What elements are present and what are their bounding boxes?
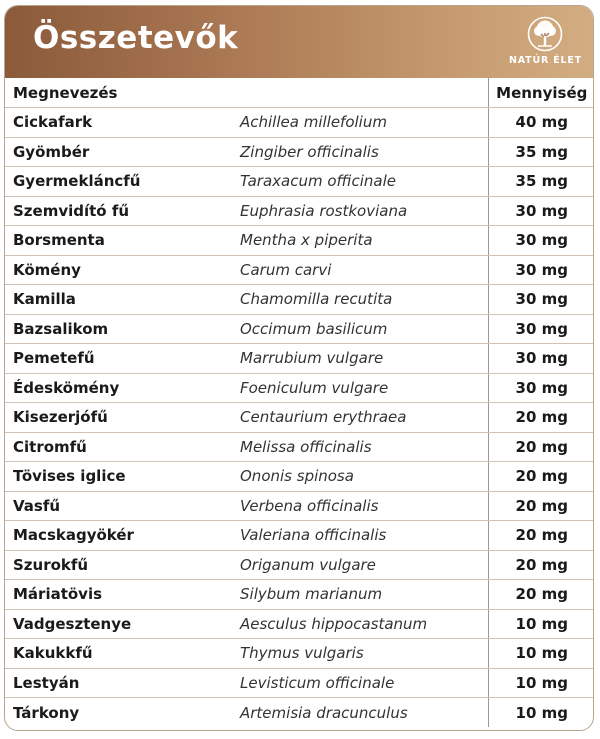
table-row bbox=[5, 196, 594, 226]
brand-name: NATÚR ÉLET bbox=[509, 55, 582, 66]
table-row bbox=[5, 698, 594, 728]
ingredient-amount: 35 mg bbox=[488, 167, 594, 197]
table-row bbox=[5, 373, 594, 403]
table-row bbox=[5, 639, 594, 669]
ingredient-name: Kisezerjófű bbox=[5, 403, 240, 433]
ingredient-amount: 20 mg bbox=[488, 580, 594, 610]
ingredient-amount: 10 mg bbox=[488, 639, 594, 669]
ingredient-amount: 10 mg bbox=[488, 609, 594, 639]
table-row bbox=[5, 432, 594, 462]
table-row bbox=[5, 226, 594, 256]
table-row bbox=[5, 521, 594, 551]
table-row bbox=[5, 255, 594, 285]
ingredient-name: Szemvidító fű bbox=[5, 196, 240, 226]
ingredient-latin-name: Euphrasia rostkoviana bbox=[240, 196, 488, 226]
ingredient-amount: 20 mg bbox=[488, 462, 594, 492]
ingredient-name: Kakukkfű bbox=[5, 639, 240, 669]
ingredient-name: Pemetefű bbox=[5, 344, 240, 374]
ingredient-name: Macskagyökér bbox=[5, 521, 240, 551]
ingredient-latin-name: Valeriana officinalis bbox=[240, 521, 488, 551]
tree-icon bbox=[526, 16, 564, 52]
table-row bbox=[5, 580, 594, 610]
table-row bbox=[5, 314, 594, 344]
ingredient-latin-name: Artemisia dracunculus bbox=[240, 703, 408, 722]
ingredient-name: Lestyán bbox=[5, 668, 240, 698]
ingredient-name: Máriatövis bbox=[5, 580, 240, 610]
ingredient-amount: 10 mg bbox=[488, 698, 594, 728]
brand-logo bbox=[509, 16, 581, 74]
ingredient-amount: 30 mg bbox=[488, 373, 594, 403]
ingredient-amount: 20 mg bbox=[488, 403, 594, 433]
ingredient-latin-name: Silybum marianum bbox=[240, 580, 488, 610]
table-row bbox=[5, 344, 594, 374]
ingredient-name: Cickafark bbox=[5, 108, 240, 138]
ingredient-latin-name: Thymus vulgaris bbox=[240, 639, 488, 669]
table-row bbox=[5, 668, 594, 698]
ingredient-amount: 35 mg bbox=[488, 137, 594, 167]
ingredient-name: Szurokfű bbox=[5, 550, 240, 580]
table-row bbox=[5, 491, 594, 521]
table-row bbox=[5, 285, 594, 315]
ingredient-latin-name: Melissa officinalis bbox=[240, 432, 488, 462]
ingredient-name: Vadgesztenye bbox=[5, 609, 240, 639]
table-row bbox=[5, 167, 594, 197]
column-header-latin bbox=[240, 78, 488, 108]
ingredient-amount: 20 mg bbox=[488, 550, 594, 580]
ingredient-latin-name: Foeniculum vulgare bbox=[240, 373, 488, 403]
ingredient-name: Tárkony bbox=[13, 703, 80, 722]
ingredient-amount: 20 mg bbox=[488, 432, 594, 462]
ingredient-amount: 20 mg bbox=[488, 491, 594, 521]
table-row bbox=[5, 108, 594, 138]
table-row bbox=[5, 403, 594, 433]
ingredient-name: Bazsalikom bbox=[5, 314, 240, 344]
ingredient-name: Gyömbér bbox=[5, 137, 240, 167]
header-bar bbox=[5, 6, 593, 78]
ingredient-name: Vasfű bbox=[5, 491, 240, 521]
table-row bbox=[5, 137, 594, 167]
ingredient-name: Kamilla bbox=[5, 285, 240, 315]
ingredient-latin-name: Marrubium vulgare bbox=[240, 344, 488, 374]
ingredient-amount: 30 mg bbox=[488, 285, 594, 315]
ingredient-latin-name: Carum carvi bbox=[240, 255, 488, 285]
table-row bbox=[5, 609, 594, 639]
ingredient-latin-name: Achillea millefolium bbox=[240, 108, 488, 138]
ingredient-amount: 10 mg bbox=[488, 668, 594, 698]
ingredient-name: Tövises iglice bbox=[5, 462, 240, 492]
ingredient-latin-name: Aesculus hippocastanum bbox=[240, 609, 488, 639]
ingredient-amount: 20 mg bbox=[488, 521, 594, 551]
ingredient-latin-name: Levisticum officinale bbox=[240, 668, 488, 698]
table-row bbox=[5, 550, 594, 580]
ingredient-latin-name: Chamomilla recutita bbox=[240, 285, 488, 315]
ingredient-amount: 30 mg bbox=[488, 314, 594, 344]
column-header-amount: Mennyiség bbox=[488, 78, 594, 108]
ingredient-latin-name: Ononis spinosa bbox=[240, 462, 488, 492]
ingredient-name: Édeskömény bbox=[5, 373, 240, 403]
ingredient-latin-name: Origanum vulgare bbox=[240, 550, 488, 580]
ingredient-name: Citromfű bbox=[5, 432, 240, 462]
ingredient-name: Kömény bbox=[5, 255, 240, 285]
ingredient-amount: 30 mg bbox=[488, 344, 594, 374]
ingredient-name: Gyermekláncfű bbox=[5, 167, 240, 197]
ingredient-amount: 30 mg bbox=[488, 255, 594, 285]
ingredient-latin-name: Occimum basilicum bbox=[240, 314, 488, 344]
ingredient-amount: 30 mg bbox=[488, 196, 594, 226]
table-row bbox=[5, 462, 594, 492]
ingredient-latin-name: Zingiber officinalis bbox=[240, 137, 488, 167]
table-header-row bbox=[5, 78, 594, 108]
ingredients-table bbox=[5, 78, 594, 727]
ingredient-latin-name: Mentha x piperita bbox=[240, 226, 488, 256]
ingredients-card bbox=[4, 5, 594, 731]
ingredient-amount: 30 mg bbox=[488, 226, 594, 256]
ingredient-latin-name: Verbena officinalis bbox=[240, 491, 488, 521]
ingredient-amount: 40 mg bbox=[488, 108, 594, 138]
page-title: Összetevők bbox=[33, 20, 239, 56]
ingredient-latin-name: Centaurium erythraea bbox=[240, 403, 488, 433]
ingredient-latin-name: Taraxacum officinale bbox=[240, 167, 488, 197]
ingredient-name: Borsmenta bbox=[5, 226, 240, 256]
column-header-name: Megnevezés bbox=[5, 78, 240, 108]
